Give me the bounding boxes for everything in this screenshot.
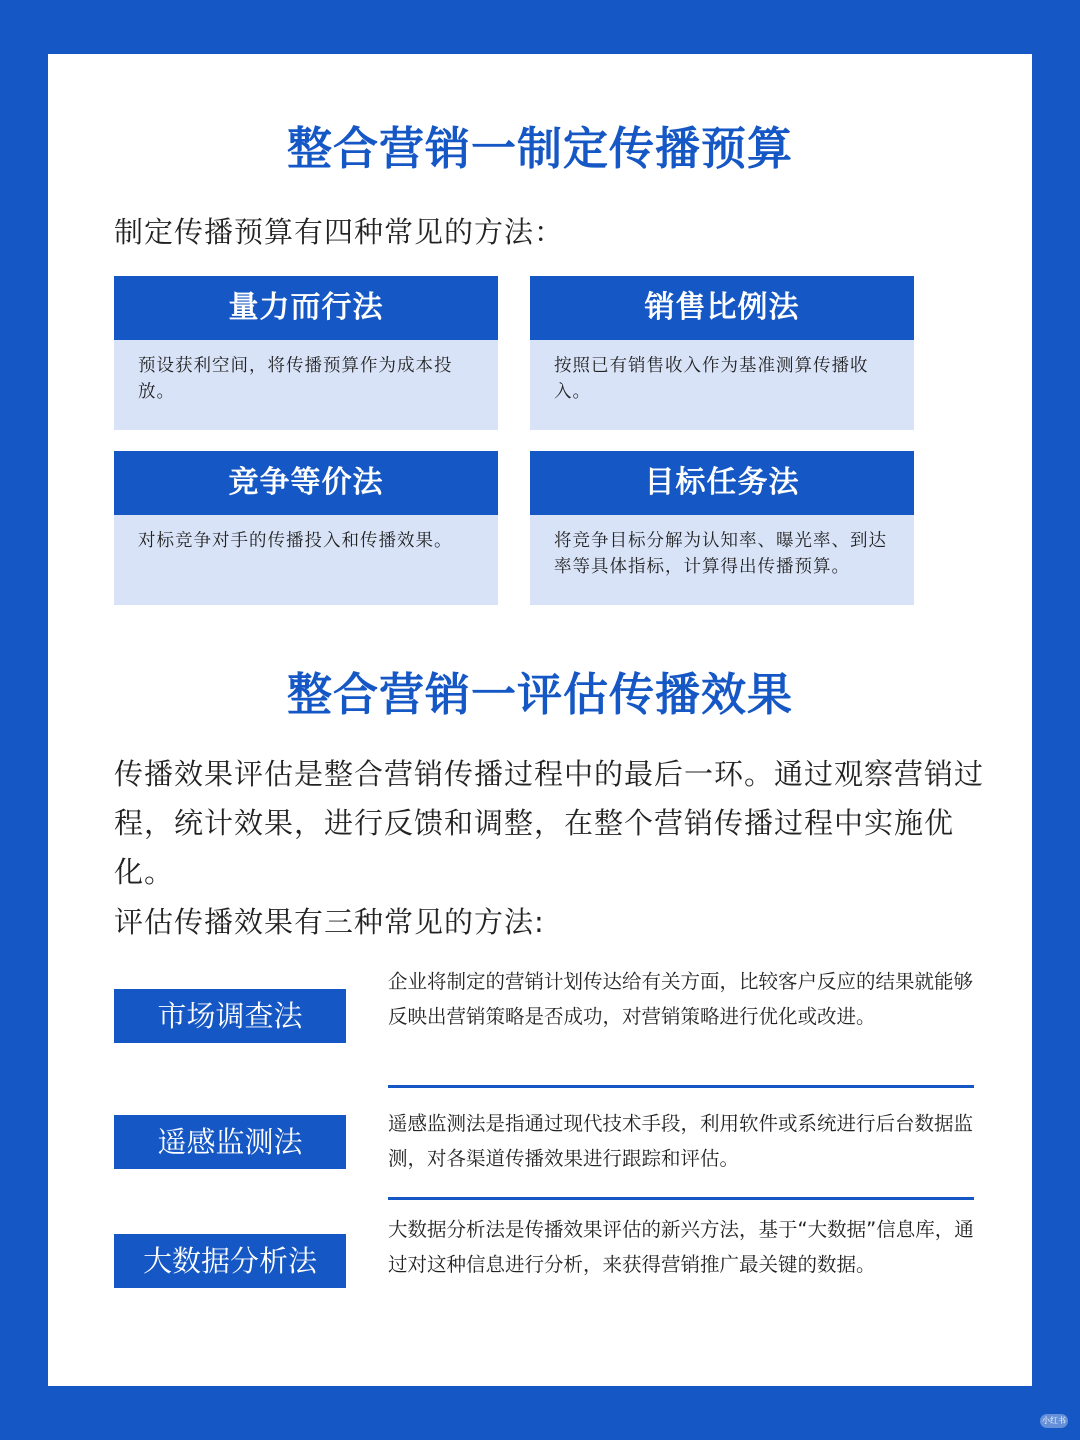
eval-method-desc: 遥感监测法是指通过现代技术手段，利用软件或系统进行后台数据监测，对各渠道传播效果进行跟踪和评估。 [388, 1112, 974, 1170]
method-card-desc: 对标竞争对手的传播投入和传播效果。 [138, 531, 453, 551]
content-card [48, 54, 1032, 1386]
eval-method-desc: 大数据分析法是传播效果评估的新兴方法，基于“大数据”信息库，通过对这种信息进行分析，来获得营销推广最关键的数据。 [388, 1218, 974, 1276]
method-card-title: 销售比例法 [530, 276, 914, 340]
method-card [530, 451, 914, 605]
method-card-desc: 将竞争目标分解为认知率、曝光率、到达率等具体指标，计算得出传播预算。 [554, 531, 887, 577]
method-card-title: 量力而行法 [114, 276, 498, 340]
method-card [530, 276, 914, 430]
section-title-evaluation: 整合营销一评估传播效果 [286, 668, 793, 721]
eval-method-tag: 大数据分析法 [114, 1234, 346, 1288]
divider [388, 1085, 974, 1088]
divider [388, 1197, 974, 1200]
method-card-desc: 按照已有销售收入作为基准测算传播收入。 [554, 356, 869, 402]
evaluation-paragraph: 传播效果评估是整合营销传播过程中的最后一环。通过观察营销过程，统计效果，进行反馈和调整，在整个营销传播过程中实施优化。 [114, 757, 985, 889]
budget-intro: 制定传播预算有四种常见的方法： [114, 215, 565, 249]
method-card [114, 276, 498, 430]
watermark-logo: 小红书 [1040, 1414, 1068, 1428]
method-card-title: 竞争等价法 [114, 451, 498, 515]
eval-method-tag: 市场调查法 [114, 989, 346, 1043]
section-title-budget: 整合营销一制定传播预算 [286, 122, 793, 175]
evaluation-intro: 评估传播效果有三种常见的方法: [114, 905, 545, 939]
method-card [114, 451, 498, 605]
method-card-desc: 预设获利空间，将传播预算作为成本投放。 [138, 356, 453, 402]
eval-method-tag: 遥感监测法 [114, 1115, 346, 1169]
eval-method-desc: 企业将制定的营销计划传达给有关方面，比较客户反应的结果就能够反映出营销策略是否成功，对营销策略进行优化或改进。 [388, 970, 974, 1028]
method-card-title: 目标任务法 [530, 451, 914, 515]
